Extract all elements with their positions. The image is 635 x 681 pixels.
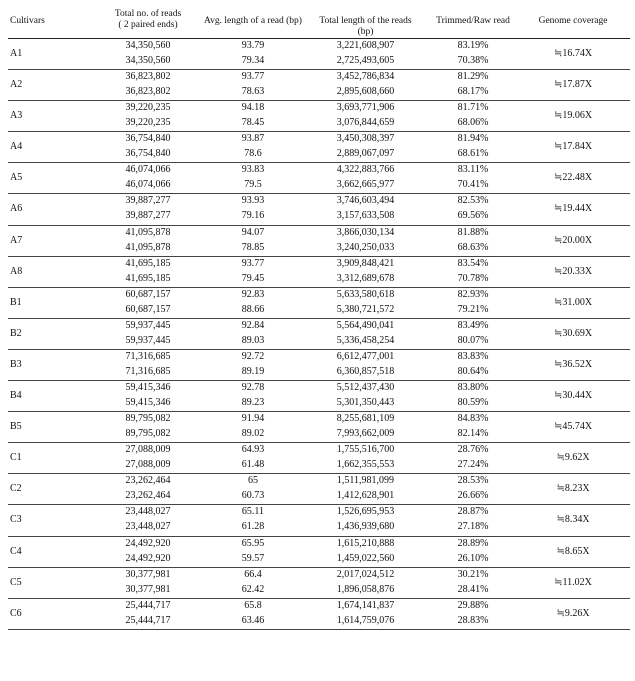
- total-reads-cell: 41,095,878: [125, 226, 171, 238]
- trimmed-raw-pct-cell: 81.94%: [457, 133, 489, 145]
- trimmed-raw-pct-cell: 70.38%: [457, 55, 489, 66]
- total-length-trimmed-cell: 2,895,608,660: [336, 86, 395, 98]
- cultivar-cell: B2: [10, 327, 22, 339]
- trimmed-raw-pct-cell: 27.18%: [457, 521, 489, 533]
- cultivar-cell: A4: [10, 141, 23, 153]
- total-reads-cell: 23,448,027: [125, 506, 171, 518]
- trimmed-raw-pct-cell: 68.17%: [457, 86, 489, 98]
- total-reads-cell: 71,316,685: [125, 350, 171, 362]
- trimmed-raw-pct-cell: 26.10%: [457, 552, 489, 564]
- avg-length-raw-cell: 91.94: [241, 413, 265, 425]
- avg-length-trimmed-cell: 59.57: [241, 552, 265, 564]
- genome-coverage-cell: ≒8.23X: [556, 483, 590, 495]
- cultivar-cell: A6: [10, 203, 23, 215]
- total-length-raw-cell: 1,615,210,888: [336, 537, 395, 549]
- trimmed-raw-pct-cell: 27.24%: [457, 459, 489, 471]
- genome-coverage-cell: ≒11.02X: [554, 576, 592, 588]
- genome-coverage-cell: ≒30.44X: [553, 390, 593, 402]
- trimmed-raw-pct-cell: 28.87%: [457, 506, 489, 518]
- cultivar-cell: B4: [10, 390, 22, 402]
- header-total-reads: [103, 9, 193, 31]
- trimmed-raw-pct-cell: 81.71%: [457, 102, 489, 114]
- genome-coverage-cell: ≒8.34X: [556, 514, 590, 526]
- total-length-raw-cell: 1,674,141,837: [336, 599, 395, 611]
- avg-length-raw-cell: 93.83: [241, 164, 265, 176]
- total-reads-cell: 36,754,840: [125, 148, 171, 160]
- total-reads-cell: 71,316,685: [125, 365, 171, 377]
- trimmed-raw-pct-cell: 28.89%: [457, 537, 489, 549]
- total-length-raw-cell: 2,017,024,512: [336, 568, 395, 580]
- cultivar-cell: A7: [10, 234, 23, 246]
- avg-length-raw-cell: 66.4: [244, 568, 262, 580]
- trimmed-raw-pct-cell: 69.56%: [457, 210, 489, 222]
- trimmed-raw-pct-cell: 80.64%: [457, 365, 489, 377]
- total-reads-cell: 24,492,920: [125, 552, 171, 564]
- table-row: [8, 350, 630, 381]
- avg-length-trimmed-cell: 79.16: [241, 210, 265, 222]
- table-row: [8, 537, 630, 568]
- total-length-trimmed-cell: 3,157,633,508: [336, 210, 395, 222]
- total-reads-cell: 39,887,277: [125, 195, 171, 207]
- avg-length-trimmed-cell: 78.63: [241, 86, 265, 98]
- total-length-trimmed-cell: 1,896,058,876: [336, 583, 395, 595]
- table-row: [8, 132, 630, 163]
- total-reads-cell: 27,088,009: [125, 459, 171, 471]
- trimmed-raw-pct-cell: 68.06%: [457, 117, 489, 129]
- table-row: [8, 226, 630, 257]
- trimmed-raw-pct-cell: 83.83%: [457, 350, 489, 362]
- trimmed-raw-pct-cell: 80.07%: [457, 334, 489, 346]
- avg-length-raw-cell: 64.93: [241, 444, 265, 456]
- total-reads-cell: 36,754,840: [125, 133, 171, 145]
- trimmed-raw-pct-cell: 30.21%: [457, 568, 489, 580]
- total-length-raw-cell: 3,866,030,134: [336, 226, 395, 238]
- cultivar-cell: A5: [10, 172, 23, 184]
- table-header: [8, 6, 630, 39]
- avg-length-raw-cell: 92.78: [241, 382, 265, 394]
- genome-coverage-cell: ≒9.62X: [556, 452, 590, 464]
- table-row: [8, 412, 630, 443]
- genome-coverage-cell: ≒9.26X: [556, 607, 590, 619]
- total-length-trimmed-cell: 5,301,350,443: [336, 397, 395, 409]
- avg-length-raw-cell: 65.11: [241, 506, 265, 518]
- avg-length-trimmed-cell: 89.19: [241, 365, 265, 377]
- total-length-raw-cell: 3,450,308,397: [336, 133, 395, 145]
- genome-coverage-cell: ≒36.52X: [553, 358, 593, 370]
- total-length-raw-cell: 3,221,608,907: [336, 40, 395, 51]
- table-row: [8, 163, 630, 194]
- avg-length-raw-cell: 92.83: [241, 288, 265, 300]
- avg-length-trimmed-cell: 61.28: [241, 521, 265, 533]
- trimmed-raw-pct-cell: 83.19%: [457, 40, 489, 51]
- genome-coverage-cell: ≒31.00X: [553, 296, 593, 308]
- total-length-raw-cell: 4,322,883,766: [336, 164, 395, 176]
- total-reads-cell: 39,887,277: [125, 210, 171, 222]
- cultivar-cell: A1: [10, 48, 23, 59]
- total-length-raw-cell: 6,612,477,001: [336, 350, 395, 362]
- cultivar-cell: B1: [10, 296, 22, 308]
- total-length-raw-cell: 5,512,437,430: [336, 382, 395, 394]
- table-row: [8, 381, 630, 412]
- header-genome-coverage: Genome coverage: [538, 16, 608, 26]
- table-row: [8, 474, 630, 505]
- total-length-trimmed-cell: 5,336,458,254: [336, 334, 395, 346]
- total-reads-cell: 41,095,878: [125, 241, 171, 253]
- total-length-raw-cell: 3,746,603,494: [336, 195, 395, 207]
- total-length-trimmed-cell: 2,725,493,605: [336, 55, 395, 66]
- table-body: [8, 39, 630, 630]
- total-length-trimmed-cell: 3,312,689,678: [336, 272, 395, 284]
- avg-length-trimmed-cell: 78.45: [241, 117, 265, 129]
- avg-length-trimmed-cell: 89.23: [241, 397, 265, 409]
- total-reads-cell: 23,262,464: [125, 475, 171, 487]
- trimmed-raw-pct-cell: 28.41%: [457, 583, 489, 595]
- total-length-trimmed-cell: 2,889,067,097: [336, 148, 395, 160]
- avg-length-trimmed-cell: 61.48: [241, 459, 265, 471]
- total-reads-cell: 25,444,717: [125, 614, 171, 626]
- avg-length-raw-cell: 93.77: [241, 257, 265, 269]
- table-row: [8, 70, 630, 101]
- total-length-trimmed-cell: 1,412,628,901: [336, 490, 395, 502]
- cultivar-cell: C5: [10, 576, 22, 588]
- table-row: [8, 39, 630, 70]
- genome-coverage-cell: ≒17.84X: [553, 141, 593, 153]
- trimmed-raw-pct-cell: 80.59%: [457, 397, 489, 409]
- total-length-raw-cell: 1,511,981,099: [336, 475, 395, 487]
- genome-coverage-cell: ≒8.65X: [556, 545, 590, 557]
- trimmed-raw-pct-cell: 81.88%: [457, 226, 489, 238]
- avg-length-trimmed-cell: 79.5: [244, 179, 262, 191]
- genome-coverage-cell: ≒19.44X: [553, 203, 593, 215]
- trimmed-raw-pct-cell: 29.88%: [457, 599, 489, 611]
- total-reads-cell: 41,695,185: [125, 257, 171, 269]
- total-length-trimmed-cell: 3,076,844,659: [336, 117, 395, 129]
- total-reads-cell: 60,687,157: [125, 288, 171, 300]
- total-length-raw-cell: 3,909,848,421: [336, 257, 395, 269]
- table-row: [8, 194, 630, 225]
- avg-length-raw-cell: 93.87: [241, 133, 265, 145]
- header-total-reads-line1: Total no. of reads: [114, 9, 182, 19]
- header-total-length: Total length of the reads (bp): [319, 16, 412, 37]
- total-reads-cell: 36,823,802: [125, 86, 171, 98]
- total-length-trimmed-cell: 5,380,721,572: [336, 303, 395, 315]
- total-length-raw-cell: 3,452,786,834: [336, 71, 395, 83]
- table-row: [8, 568, 630, 599]
- genome-coverage-cell: ≒45.74X: [553, 421, 593, 433]
- total-length-raw-cell: 5,564,490,041: [336, 319, 395, 331]
- trimmed-raw-pct-cell: 28.53%: [457, 475, 489, 487]
- total-length-trimmed-cell: 3,240,250,033: [336, 241, 395, 253]
- avg-length-raw-cell: 94.07: [241, 226, 265, 238]
- avg-length-trimmed-cell: 79.45: [241, 272, 265, 284]
- total-reads-cell: 89,795,082: [125, 413, 171, 425]
- total-reads-cell: 30,377,981: [125, 583, 171, 595]
- avg-length-trimmed-cell: 88.66: [241, 303, 265, 315]
- cultivar-cell: B5: [10, 421, 22, 433]
- avg-length-trimmed-cell: 78.85: [241, 241, 265, 253]
- cultivar-cell: C6: [10, 607, 22, 619]
- genome-coverage-cell: ≒20.00X: [553, 234, 593, 246]
- total-reads-cell: 23,262,464: [125, 490, 171, 502]
- total-length-raw-cell: 1,526,695,953: [336, 506, 395, 518]
- cultivar-cell: A3: [10, 110, 23, 122]
- avg-length-raw-cell: 93.77: [241, 71, 265, 83]
- trimmed-raw-pct-cell: 83.80%: [457, 382, 489, 394]
- trimmed-raw-pct-cell: 28.83%: [457, 614, 489, 626]
- total-reads-cell: 41,695,185: [125, 272, 171, 284]
- avg-length-trimmed-cell: 89.02: [241, 428, 265, 440]
- total-reads-cell: 59,937,445: [125, 334, 171, 346]
- table-row: [8, 319, 630, 350]
- avg-length-raw-cell: 65: [248, 475, 258, 487]
- total-reads-cell: 34,350,560: [125, 55, 171, 66]
- genome-coverage-cell: ≒30.69X: [553, 327, 593, 339]
- avg-length-raw-cell: 93.79: [241, 40, 265, 51]
- trimmed-raw-pct-cell: 82.14%: [457, 428, 489, 440]
- cultivar-cell: C3: [10, 514, 22, 526]
- total-length-trimmed-cell: 1,614,759,076: [336, 614, 395, 626]
- header-cultivars: Cultivars: [10, 16, 45, 26]
- avg-length-raw-cell: 94.18: [241, 102, 265, 114]
- trimmed-raw-pct-cell: 82.93%: [457, 288, 489, 300]
- total-reads-cell: 27,088,009: [125, 444, 171, 456]
- sequencing-stats-table: [8, 6, 630, 630]
- table-row: [8, 257, 630, 288]
- trimmed-raw-pct-cell: 68.63%: [457, 241, 489, 253]
- total-reads-cell: 59,937,445: [125, 319, 171, 331]
- total-reads-cell: 23,448,027: [125, 521, 171, 533]
- avg-length-trimmed-cell: 62.42: [241, 583, 265, 595]
- avg-length-raw-cell: 65.8: [244, 599, 262, 611]
- avg-length-trimmed-cell: 79.34: [241, 55, 265, 66]
- avg-length-raw-cell: 65.95: [241, 537, 265, 549]
- header-trimmed-raw: Trimmed/Raw read: [436, 16, 510, 26]
- table-row: [8, 101, 630, 132]
- avg-length-raw-cell: 92.84: [241, 319, 265, 331]
- table-row: [8, 443, 630, 474]
- total-reads-cell: 39,220,235: [125, 102, 171, 114]
- total-length-raw-cell: 8,255,681,109: [336, 413, 395, 425]
- trimmed-raw-pct-cell: 28.76%: [457, 444, 489, 456]
- trimmed-raw-pct-cell: 82.53%: [457, 195, 489, 207]
- trimmed-raw-pct-cell: 84.83%: [457, 413, 489, 425]
- header-total-reads-line2: ( 2 paired ends): [118, 20, 178, 30]
- total-reads-cell: 25,444,717: [125, 599, 171, 611]
- trimmed-raw-pct-cell: 68.61%: [457, 148, 489, 160]
- avg-length-raw-cell: 93.93: [241, 195, 265, 207]
- cultivar-cell: C2: [10, 483, 22, 495]
- cultivar-cell: B3: [10, 358, 22, 370]
- genome-coverage-cell: ≒20.33X: [553, 265, 593, 277]
- total-reads-cell: 30,377,981: [125, 568, 171, 580]
- total-reads-cell: 39,220,235: [125, 117, 171, 129]
- cultivar-cell: C4: [10, 545, 22, 557]
- genome-coverage-cell: ≒16.74X: [553, 48, 593, 59]
- total-reads-cell: 24,492,920: [125, 537, 171, 549]
- table-row: [8, 599, 630, 630]
- trimmed-raw-pct-cell: 70.41%: [457, 179, 489, 191]
- total-length-trimmed-cell: 1,662,355,553: [336, 459, 395, 471]
- cultivar-cell: C1: [10, 452, 22, 464]
- trimmed-raw-pct-cell: 70.78%: [457, 272, 489, 284]
- cultivar-cell: A2: [10, 79, 23, 91]
- total-length-trimmed-cell: 7,993,662,009: [336, 428, 395, 440]
- header-avg-length: Avg. length of a read (bp): [204, 16, 302, 26]
- genome-coverage-cell: ≒22.48X: [553, 172, 593, 184]
- avg-length-trimmed-cell: 78.6: [244, 148, 262, 160]
- total-reads-cell: 89,795,082: [125, 428, 171, 440]
- total-length-raw-cell: 1,755,516,700: [336, 444, 395, 456]
- avg-length-trimmed-cell: 63.46: [241, 614, 265, 626]
- trimmed-raw-pct-cell: 79.21%: [457, 303, 489, 315]
- genome-coverage-cell: ≒19.06X: [553, 110, 593, 122]
- total-reads-cell: 46,074,066: [125, 164, 171, 176]
- total-length-trimmed-cell: 1,459,022,560: [336, 552, 395, 564]
- table-row: [8, 288, 630, 319]
- avg-length-trimmed-cell: 89.03: [241, 334, 265, 346]
- total-length-trimmed-cell: 1,436,939,680: [336, 521, 395, 533]
- total-length-trimmed-cell: 3,662,665,977: [336, 179, 395, 191]
- avg-length-trimmed-cell: 60.73: [241, 490, 265, 502]
- trimmed-raw-pct-cell: 83.54%: [457, 257, 489, 269]
- total-length-raw-cell: 5,633,580,618: [336, 288, 395, 300]
- genome-coverage-cell: ≒17.87X: [553, 79, 593, 91]
- total-length-trimmed-cell: 6,360,857,518: [336, 365, 395, 377]
- total-length-raw-cell: 3,693,771,906: [336, 102, 395, 114]
- total-reads-cell: 34,350,560: [125, 40, 171, 51]
- trimmed-raw-pct-cell: 26.66%: [457, 490, 489, 502]
- avg-length-raw-cell: 92.72: [241, 350, 265, 362]
- total-reads-cell: 59,415,346: [125, 397, 171, 409]
- cultivar-cell: A8: [10, 265, 23, 277]
- trimmed-raw-pct-cell: 81.29%: [457, 71, 489, 83]
- table-row: [8, 505, 630, 536]
- trimmed-raw-pct-cell: 83.49%: [457, 319, 489, 331]
- total-reads-cell: 36,823,802: [125, 71, 171, 83]
- total-reads-cell: 60,687,157: [125, 303, 171, 315]
- total-reads-cell: 46,074,066: [125, 179, 171, 191]
- total-reads-cell: 59,415,346: [125, 382, 171, 394]
- trimmed-raw-pct-cell: 83.11%: [457, 164, 489, 176]
